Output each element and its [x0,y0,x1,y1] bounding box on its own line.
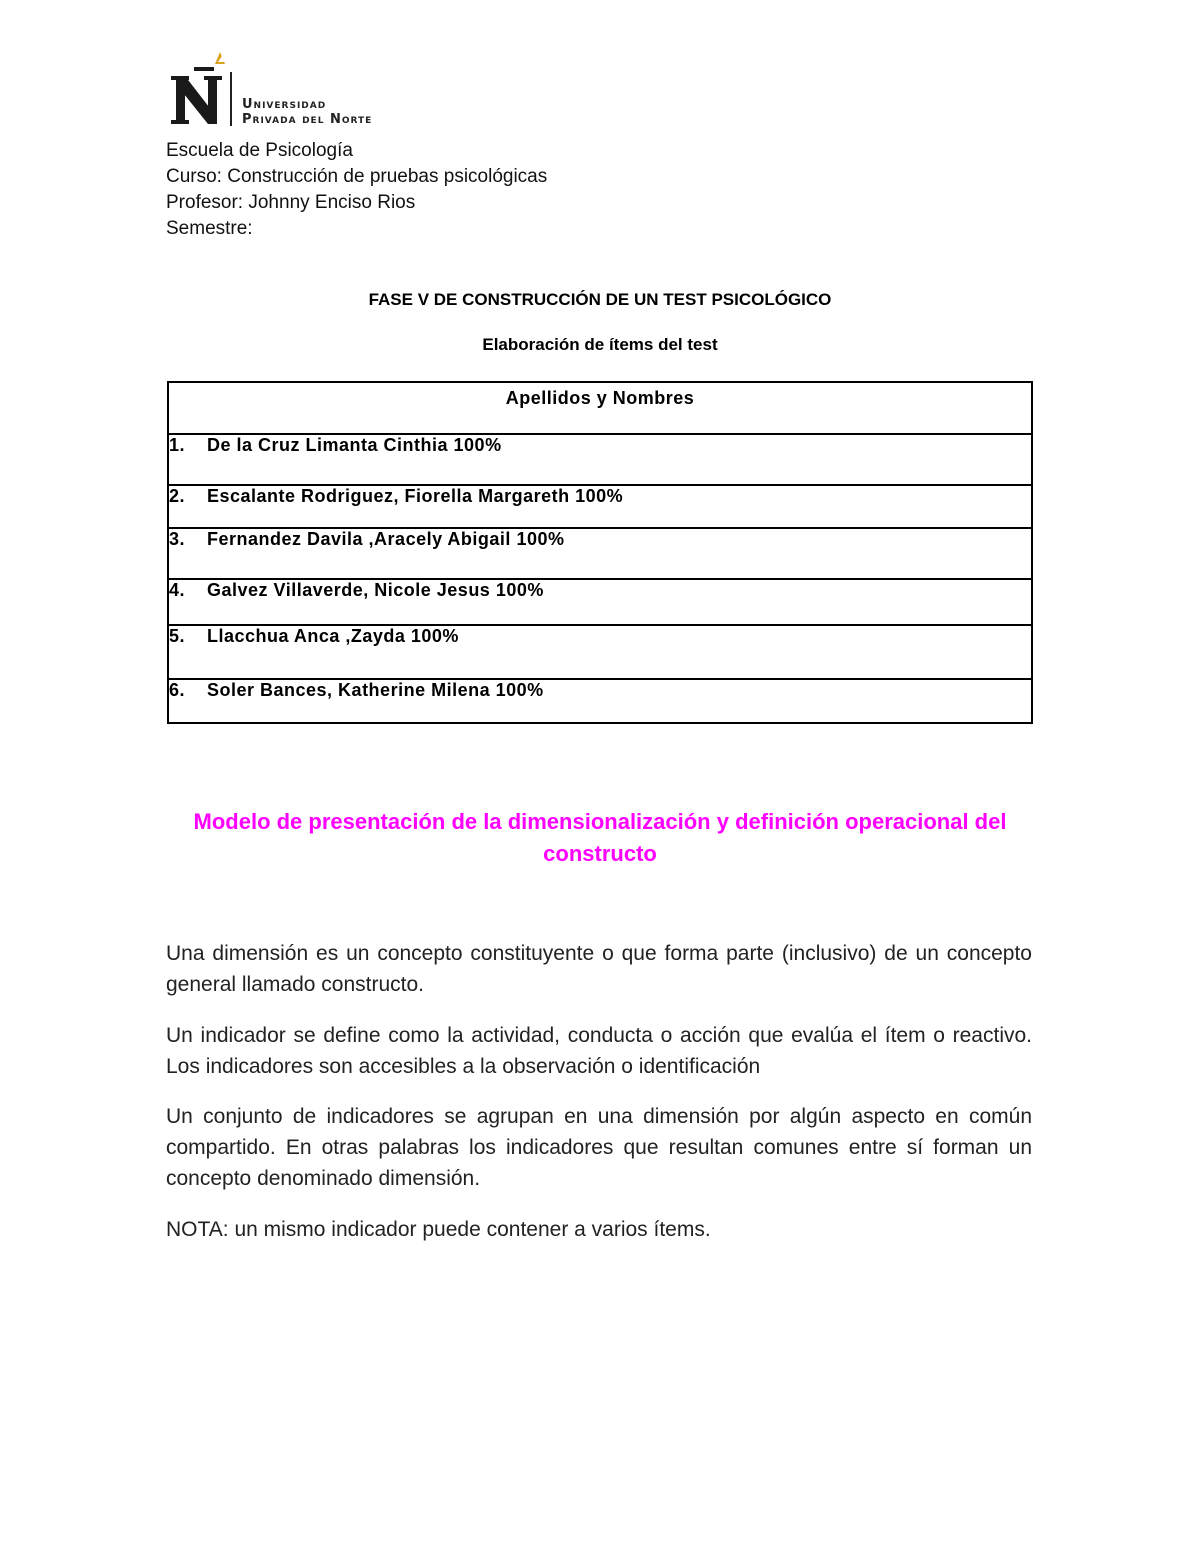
table-cell [168,679,1032,723]
members-table [167,381,1033,724]
upn-logo-icon [168,50,238,130]
row-number: 6. [169,680,186,700]
table-cell [168,579,1032,625]
member-name: De la Cruz Limanta Cinthia 100% [207,435,502,455]
member-name: Galvez Villaverde, Nicole Jesus 100% [207,580,544,600]
table-row [168,485,1032,528]
member-name: Llacchua Anca ,Zayda 100% [207,626,459,646]
table-cell [168,434,1032,485]
logo-line-2: Privada del Norte [242,112,373,127]
paragraph-grouping: Un conjunto de indicadores se agrupan en una dimensión por algún aspecto en común compartido. En otras palabras los indicadores que resultan comunes entre sí forman un concepto denominado dimensión. [166,1105,1032,1190]
table-header-names: Apellidos y Nombres [168,382,1032,434]
table-header-row [168,382,1032,434]
semester-label: Semestre: [166,218,253,239]
row-number: 5. [169,626,186,646]
logo-line-1: Universidad [242,97,327,112]
table-row [168,625,1032,679]
university-logo [168,50,428,130]
section-heading: Modelo de presentación de la dimensionalización y definición operacional del constructo [193,809,1007,866]
member-name: Fernandez Davila ,Aracely Abigail 100% [207,529,565,549]
table-row [168,679,1032,723]
document-header [166,138,547,242]
document-title: FASE V DE CONSTRUCCIÓN DE UN TEST PSICOLÓGICO [368,290,832,309]
row-number: 3. [169,529,186,549]
row-number: 4. [169,580,186,600]
document-subtitle: Elaboración de ítems del test [482,335,718,354]
professor-name: Profesor: Johnny Enciso Rios [166,192,416,213]
member-name: Soler Bances, Katherine Milena 100% [207,680,544,700]
table-row [168,528,1032,579]
paragraph-dimension: Una dimensión es un concepto constituyente o que forma parte (inclusivo) de un concepto general llamado constructo. [166,942,1032,996]
logo-divider [230,72,232,126]
table-row [168,434,1032,485]
table-cell [168,485,1032,528]
table-row [168,579,1032,625]
table-cell [168,528,1032,579]
paragraph-indicator: Un indicador se define como la actividad, conducta o acción que evalúa el ítem o reactivo. Los indicadores son accesibles a la observación o identificación [166,1024,1032,1078]
course-name: Curso: Construcción de pruebas psicológicas [166,166,548,187]
paragraph-note: NOTA: un mismo indicador puede contener a varios ítems. [166,1218,711,1241]
logo-wordmark [242,97,372,127]
row-number: 2. [169,486,186,506]
table-cell [168,625,1032,679]
school-name: Escuela de Psicología [166,140,353,161]
member-name: Escalante Rodriguez, Fiorella Margareth 100% [207,486,624,506]
row-number: 1. [169,435,186,455]
